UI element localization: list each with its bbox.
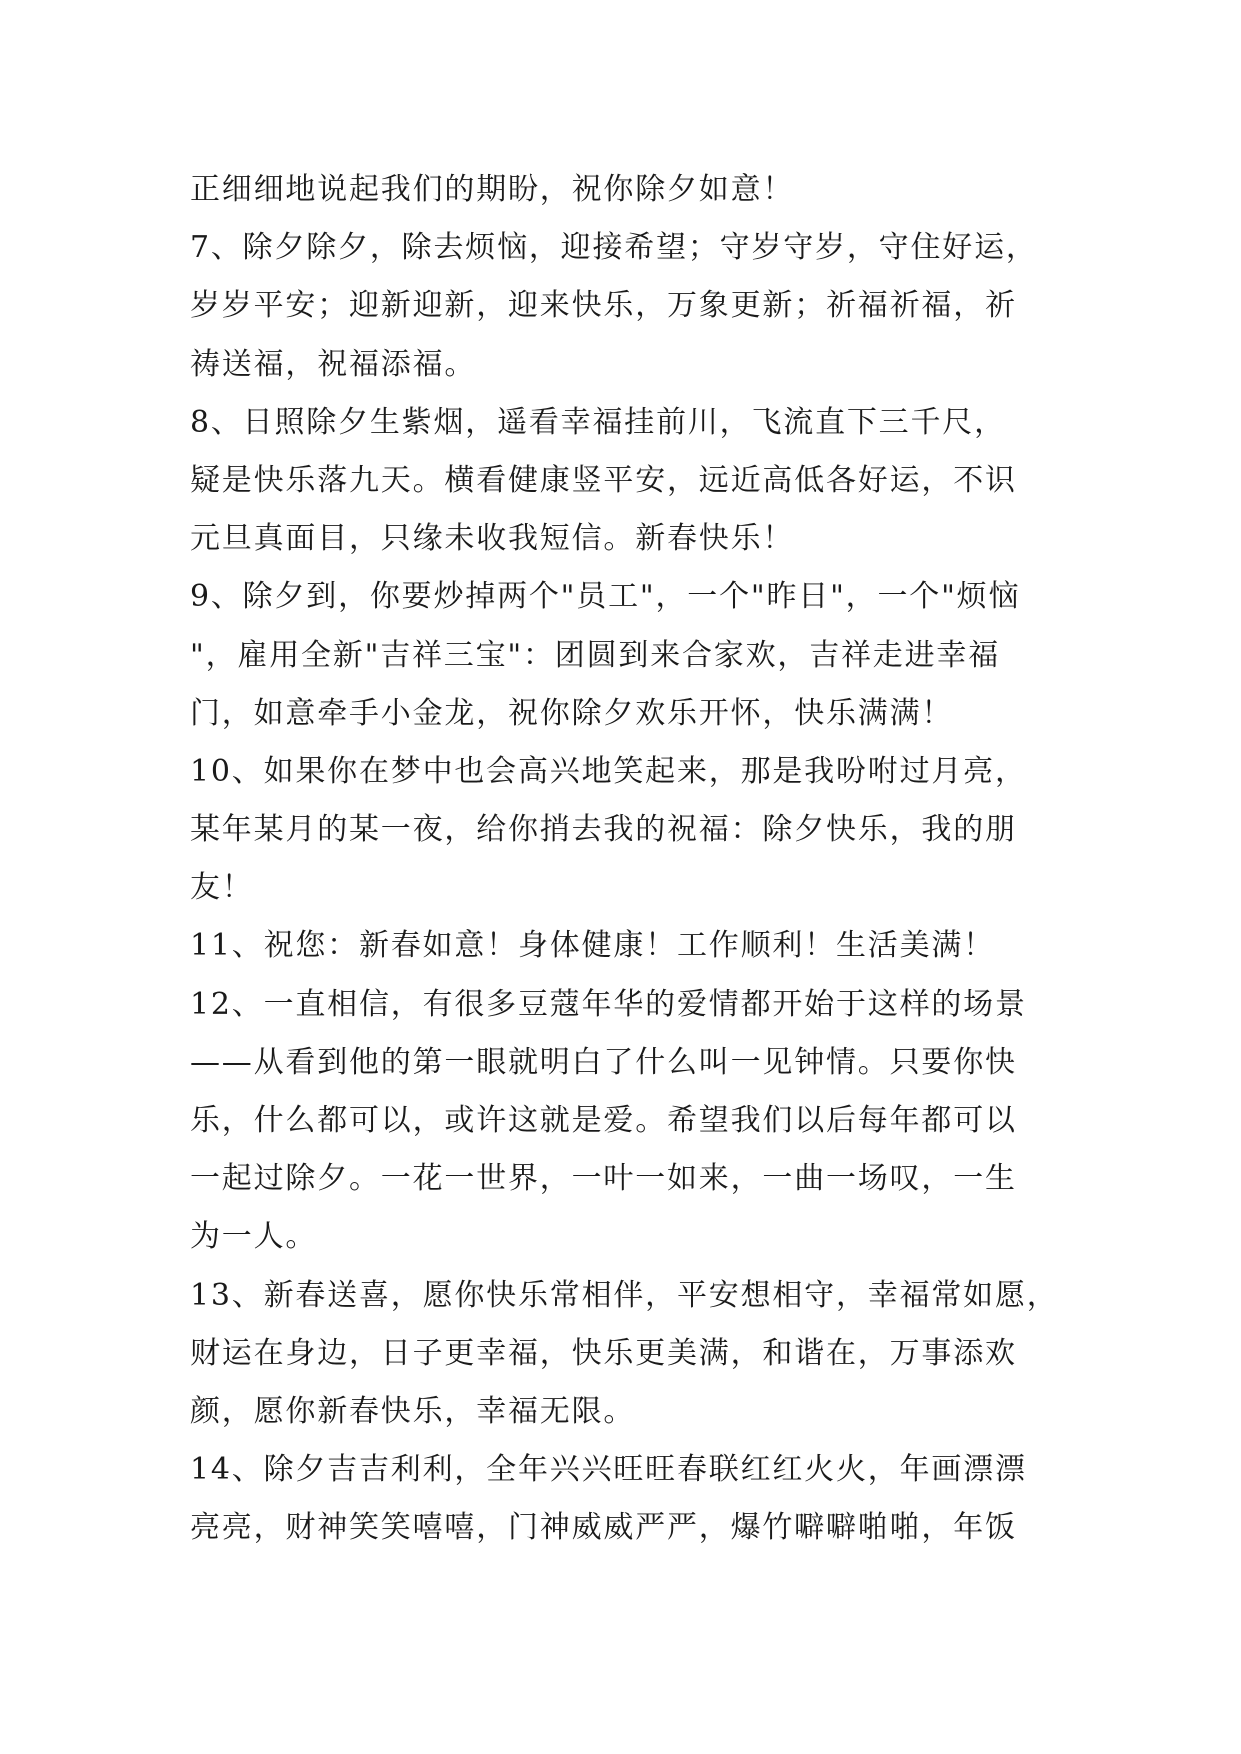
text-line: 门，如意牵手小金龙，祝你除夕欢乐开怀，快乐满满！: [190, 695, 954, 731]
text-line: 疑是快乐落九天。横看健康竖平安，远近高低各好运，不识: [190, 462, 1017, 498]
text-line: 14、除夕吉吉利利，全年兴兴旺旺春联红红火火，年画漂漂: [190, 1452, 1027, 1488]
text-line: 岁岁平安；迎新迎新，迎来快乐，万象更新；祈福祈福，祈: [190, 288, 1017, 324]
text-line: 13、新春送喜，愿你快乐常相伴，平安想相守，幸福常如愿，: [190, 1277, 1059, 1313]
text-line: 祷送福，祝福添福。: [190, 346, 477, 382]
text-line: 友！: [190, 870, 254, 906]
text-line: 10、如果你在梦中也会高兴地笑起来，那是我吩咐过月亮，: [190, 753, 1027, 789]
text-line: 正细细地说起我们的期盼，祝你除夕如意！: [190, 172, 795, 207]
text-line: ——从看到他的第一眼就明白了什么叫一见钟情。只要你快: [190, 1044, 1017, 1080]
text-line: 财运在身边，日子更幸福，快乐更美满，和谐在，万事添欢: [190, 1335, 1017, 1371]
text-line: 为一人。: [190, 1219, 318, 1255]
text-line: 乐，什么都可以，或许这就是爱。希望我们以后每年都可以: [190, 1103, 1017, 1138]
text-line: 一起过除夕。一花一世界，一叶一如来，一曲一场叹，一生: [190, 1161, 1017, 1197]
text-line: 元旦真面目，只缘未收我短信。新春快乐！: [190, 521, 795, 557]
text-line: 9、除夕到，你要炒掉两个"员工"，一个"昨日"，一个"烦恼: [190, 579, 1021, 615]
text-line: 7、除夕除夕，除去烦恼，迎接希望；守岁守岁，守住好运，: [190, 230, 1038, 266]
text-line: 颜，愿你新春快乐，幸福无限。: [190, 1393, 636, 1429]
text-line: "，雇用全新"吉祥三宝"：团圆到来合家欢，吉祥走进幸福: [190, 637, 1000, 673]
text-line: 亮亮，财神笑笑嘻嘻，门神威威严严，爆竹噼噼啪啪，年饭: [190, 1510, 1017, 1546]
document-body: [190, 161, 1070, 1558]
text-line: 12、一直相信，有很多豆蔻年华的爱情都开始于这样的场景: [190, 986, 1027, 1022]
text-line: 8、日照除夕生紫烟，遥看幸福挂前川，飞流直下三千尺，: [190, 404, 1006, 440]
text-line: 某年某月的某一夜，给你捎去我的祝福：除夕快乐，我的朋: [190, 812, 1017, 848]
text-line: 11、祝您：新春如意！身体健康！工作顺利！生活美满！: [190, 928, 995, 964]
